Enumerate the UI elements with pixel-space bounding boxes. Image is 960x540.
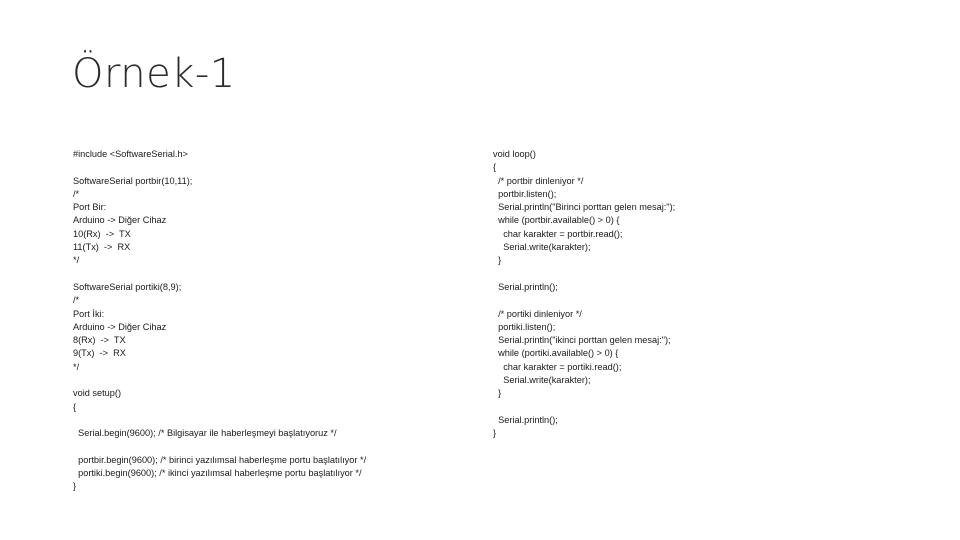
code-line: portbir.listen(); [493,188,557,199]
code-line: portiki.listen(); [493,321,556,332]
code-line [73,414,473,427]
code-line [493,294,913,307]
code-line: while (portiki.available() > 0) { [493,348,619,359]
code-line: { [493,162,497,173]
code-line: Serial.println("Birinci porttan gelen mesaj:"); [493,202,676,213]
code-line: Arduino -> Diğer Cihaz [73,321,167,332]
code-line: #include <SoftwareSerial.h> [73,149,188,159]
code-line [493,268,913,281]
code-line: /* [73,188,80,199]
code-line: { [73,401,77,412]
code-line: /* portbir dinleniyor */ [493,175,584,186]
code-line: Serial.println(); [493,281,558,292]
code-line: portiki.begin(9600); /* ikinci yazılımsal haberleşme portu başlatılıyor */ [73,468,362,479]
code-line: Arduino -> Diğer Cihaz [73,215,167,226]
code-line: Serial.println("ikinci porttan gelen mesaj:"); [493,335,671,346]
code-line: Serial.write(karakter); [493,242,591,253]
code-line [73,161,473,174]
code-line: void loop() [493,149,536,159]
code-line: Serial.write(karakter); [493,375,591,386]
code-line: Serial.println(); [493,414,558,425]
code-line: SoftwareSerial portiki(8,9); [73,281,182,292]
code-line: void setup() [73,388,122,399]
code-line [73,374,473,387]
code-line [73,268,473,281]
code-line: 8(Rx) -> TX [73,335,126,346]
code-line: */ [73,255,80,266]
code-line: char karakter = portiki.read(); [493,361,622,372]
code-line: portbir.begin(9600); /* birinci yazılımsal haberleşme portu başlatılıyor */ [73,454,367,465]
code-line [493,401,913,414]
code-line [73,441,473,454]
code-line: while (portbir.available() > 0) { [493,215,620,226]
code-line: /* [73,295,80,306]
code-line: SoftwareSerial portbir(10,11); [73,175,193,186]
code-line: } [493,428,497,439]
code-line: } [73,481,77,492]
code-line: } [493,388,502,399]
code-block-loop [493,148,913,441]
code-line: 9(Tx) -> RX [73,348,126,359]
code-line: Serial.begin(9600); /* Bilgisayar ile haberleşmeyi başlatıyoruz */ [73,428,337,439]
code-line: } [493,255,502,266]
code-block-setup [73,148,473,494]
code-line: */ [73,361,80,372]
code-line: char karakter = portbir.read(); [493,228,623,239]
code-line: 11(Tx) -> RX [73,242,131,253]
slide-title: Örnek-1 [72,51,236,97]
code-line: 10(Rx) -> TX [73,228,131,239]
code-line: Port İki: [73,308,105,319]
code-line: /* portiki dinleniyor */ [493,308,582,319]
code-line: Port Bir: [73,202,107,213]
